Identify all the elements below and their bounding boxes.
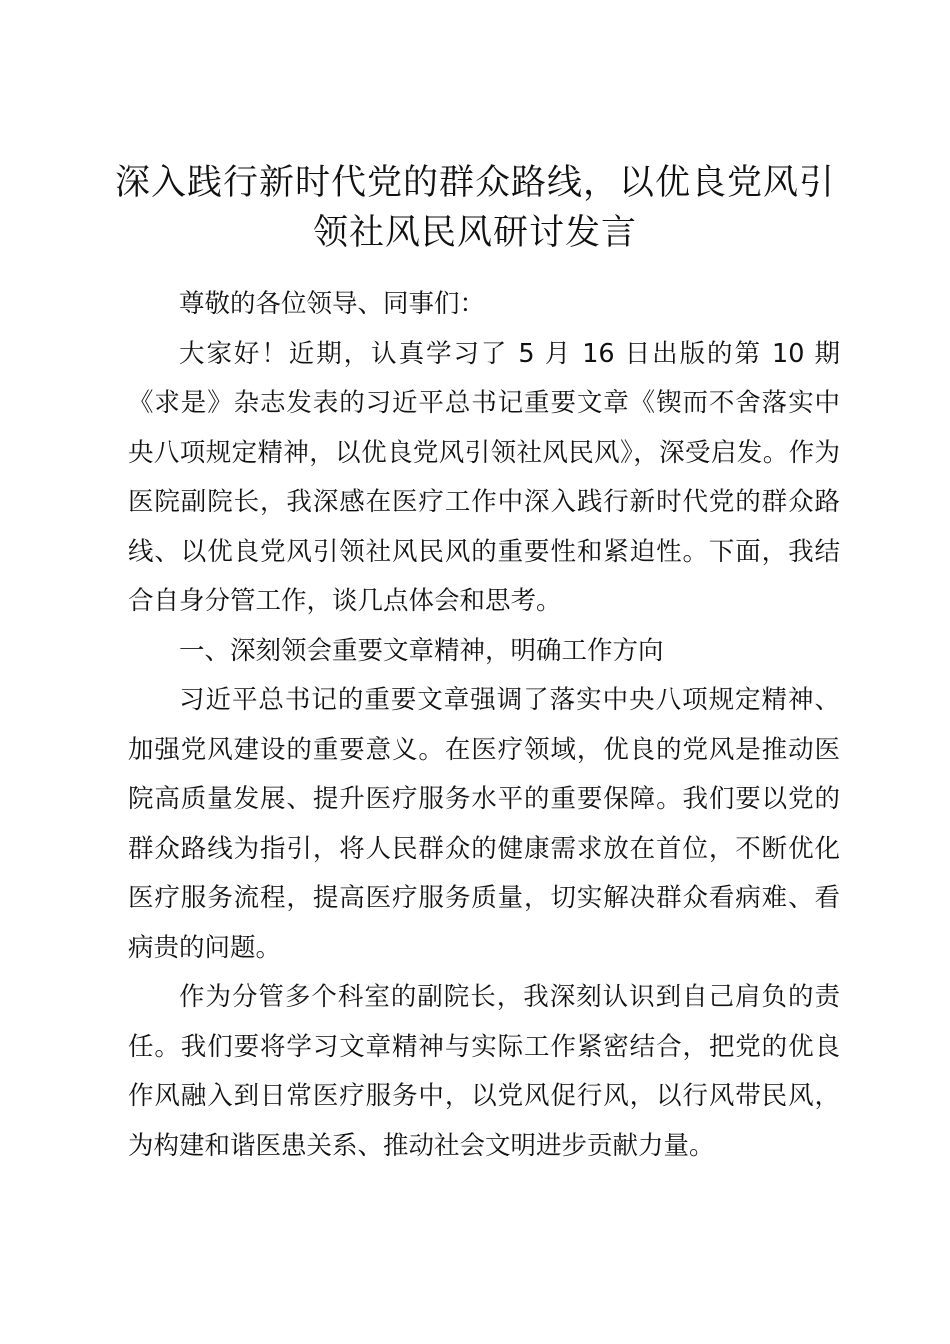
salutation: 尊敬的各位领导、同事们： [179,289,486,319]
section-paragraph: 习近平总书记的重要文章强调了落实中央八项规定精神、加强党风建设的重要意义。在医疗领域，优良的党风是推动医院高质量发展、提升医疗服务水平的重要保障。我们要以党的群众路线为指引，将人民群众的健康需求放在首位，不断优化医疗服务流程，提高医疗服务质量，切实解决群众看病难、看病贵的问题。 [128,685,840,963]
title-line-1: 深入践行新时代党的群众路线，以优良党风引 [114,163,835,203]
title-line-2: 领社风民风研讨发言 [312,213,637,253]
document-body [128,280,840,1171]
opening-paragraph: 大家好！近期，认真学习了 5 月 16 日出版的第 10 期《求是》杂志发表的习近平总书记重要文章《锲而不舍落实中央八项规定精神，以优良党风引领社风民风》，深受启发。作为医院副院长，我深感在医疗工作中深入践行新时代党的群众路线、以优良党风引领社风民风的重要性和紧迫性。下面，我结合自身分管工作，谈几点体会和思考。 [128,338,840,616]
section-heading: 一、深刻领会重要文章精神，明确工作方向 [179,635,664,666]
section-paragraph: 作为分管多个科室的副院长，我深刻认识到自己肩负的责任。我们要将学习文章精神与实际工作紧密结合，把党的优良作风融入到日常医疗服务中，以党风促行风，以行风带民风，为构建和谐医患关系、推动社会文明进步贡献力量。 [128,982,840,1161]
document-title [110,158,840,258]
